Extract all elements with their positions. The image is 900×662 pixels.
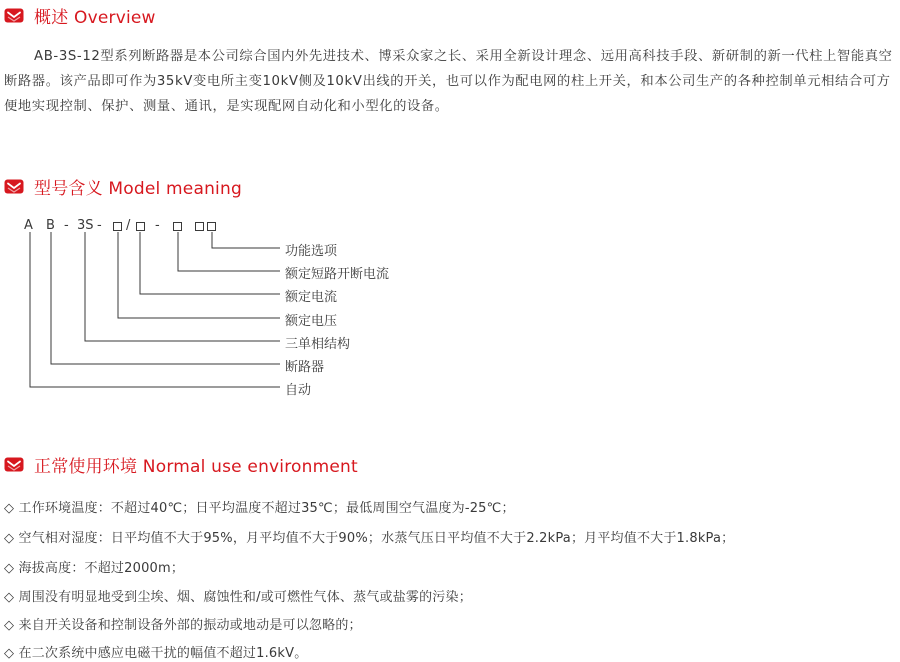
- legend-label-breaker: 断路器: [285, 360, 325, 375]
- env-item-humidity: ◇ 空气相对湿度：日平均值不大于95%，月平均值不大于90%；水蒸气压日平均值不大于2.2kPa；月平均值不大于1.8kPa；: [4, 531, 735, 546]
- code-letter-a: A: [24, 218, 33, 233]
- legend-label-function-options: 功能选项: [285, 244, 338, 259]
- red-rounded-badge-icon: [4, 457, 24, 472]
- environment-title: 正常使用环境 Normal use environment: [34, 456, 358, 477]
- model-connector-lines: [0, 230, 290, 395]
- code-dash: -: [155, 218, 160, 233]
- legend-label-rated-voltage: 额定电压: [285, 314, 338, 329]
- env-item-altitude: ◇ 海拔高度：不超过2000m；: [4, 561, 185, 576]
- connector-line: [140, 232, 280, 294]
- code-slash: /: [126, 218, 131, 233]
- code-3s: 3S: [77, 218, 94, 233]
- model-heading: [4, 175, 242, 197]
- red-rounded-badge-icon: [4, 8, 24, 23]
- code-letter-b: B: [46, 218, 55, 233]
- connector-line: [118, 232, 280, 318]
- model-title: 型号含义 Model meaning: [34, 178, 242, 199]
- legend-label-phase-structure: 三单相结构: [285, 337, 351, 352]
- red-rounded-badge-icon: [4, 179, 24, 194]
- overview-heading: [4, 4, 156, 26]
- legend-label-short-circuit-current: 额定短路开断电流: [285, 267, 390, 282]
- connector-line: [178, 232, 280, 271]
- env-item-temperature: ◇ 工作环境温度：不超过40℃；日平均温度不超过35℃；最低周围空气温度为-25℃；: [4, 501, 515, 516]
- code-dash: -: [97, 218, 102, 233]
- environment-heading: [4, 453, 358, 475]
- env-item-vibration: ◇ 来自开关设备和控制设备外部的振动或地动是可以忽略的；: [4, 618, 362, 633]
- connector-line: [212, 232, 280, 248]
- overview-title: 概述 Overview: [34, 7, 156, 28]
- env-item-pollution: ◇ 周围没有明显地受到尘埃、烟、腐蚀性和/或可燃性气体、蒸气或盐雾的污染；: [4, 590, 472, 605]
- code-dash: -: [64, 218, 69, 233]
- env-item-interference: ◇ 在二次系统中感应电磁干扰的幅值不超过1.6kV。: [4, 646, 308, 661]
- overview-paragraph: AB-3S-12型系列断路器是本公司综合国内外先进技术、博采众家之长、采用全新设计理念、远用高科技手段、新研制的新一代柱上智能真空断路器。该产品即可作为35kV变电所主变10kV侧及10kV出线的开关，也可以作为配电网的柱上开关，和本公司生产的各种控制单元相结合可方便地实现控制、保护、测量、通讯，是实现配网自动化和小型化的设备。: [4, 49, 893, 114]
- legend-label-rated-current: 额定电流: [285, 290, 338, 305]
- legend-label-automatic: 自动: [285, 383, 312, 398]
